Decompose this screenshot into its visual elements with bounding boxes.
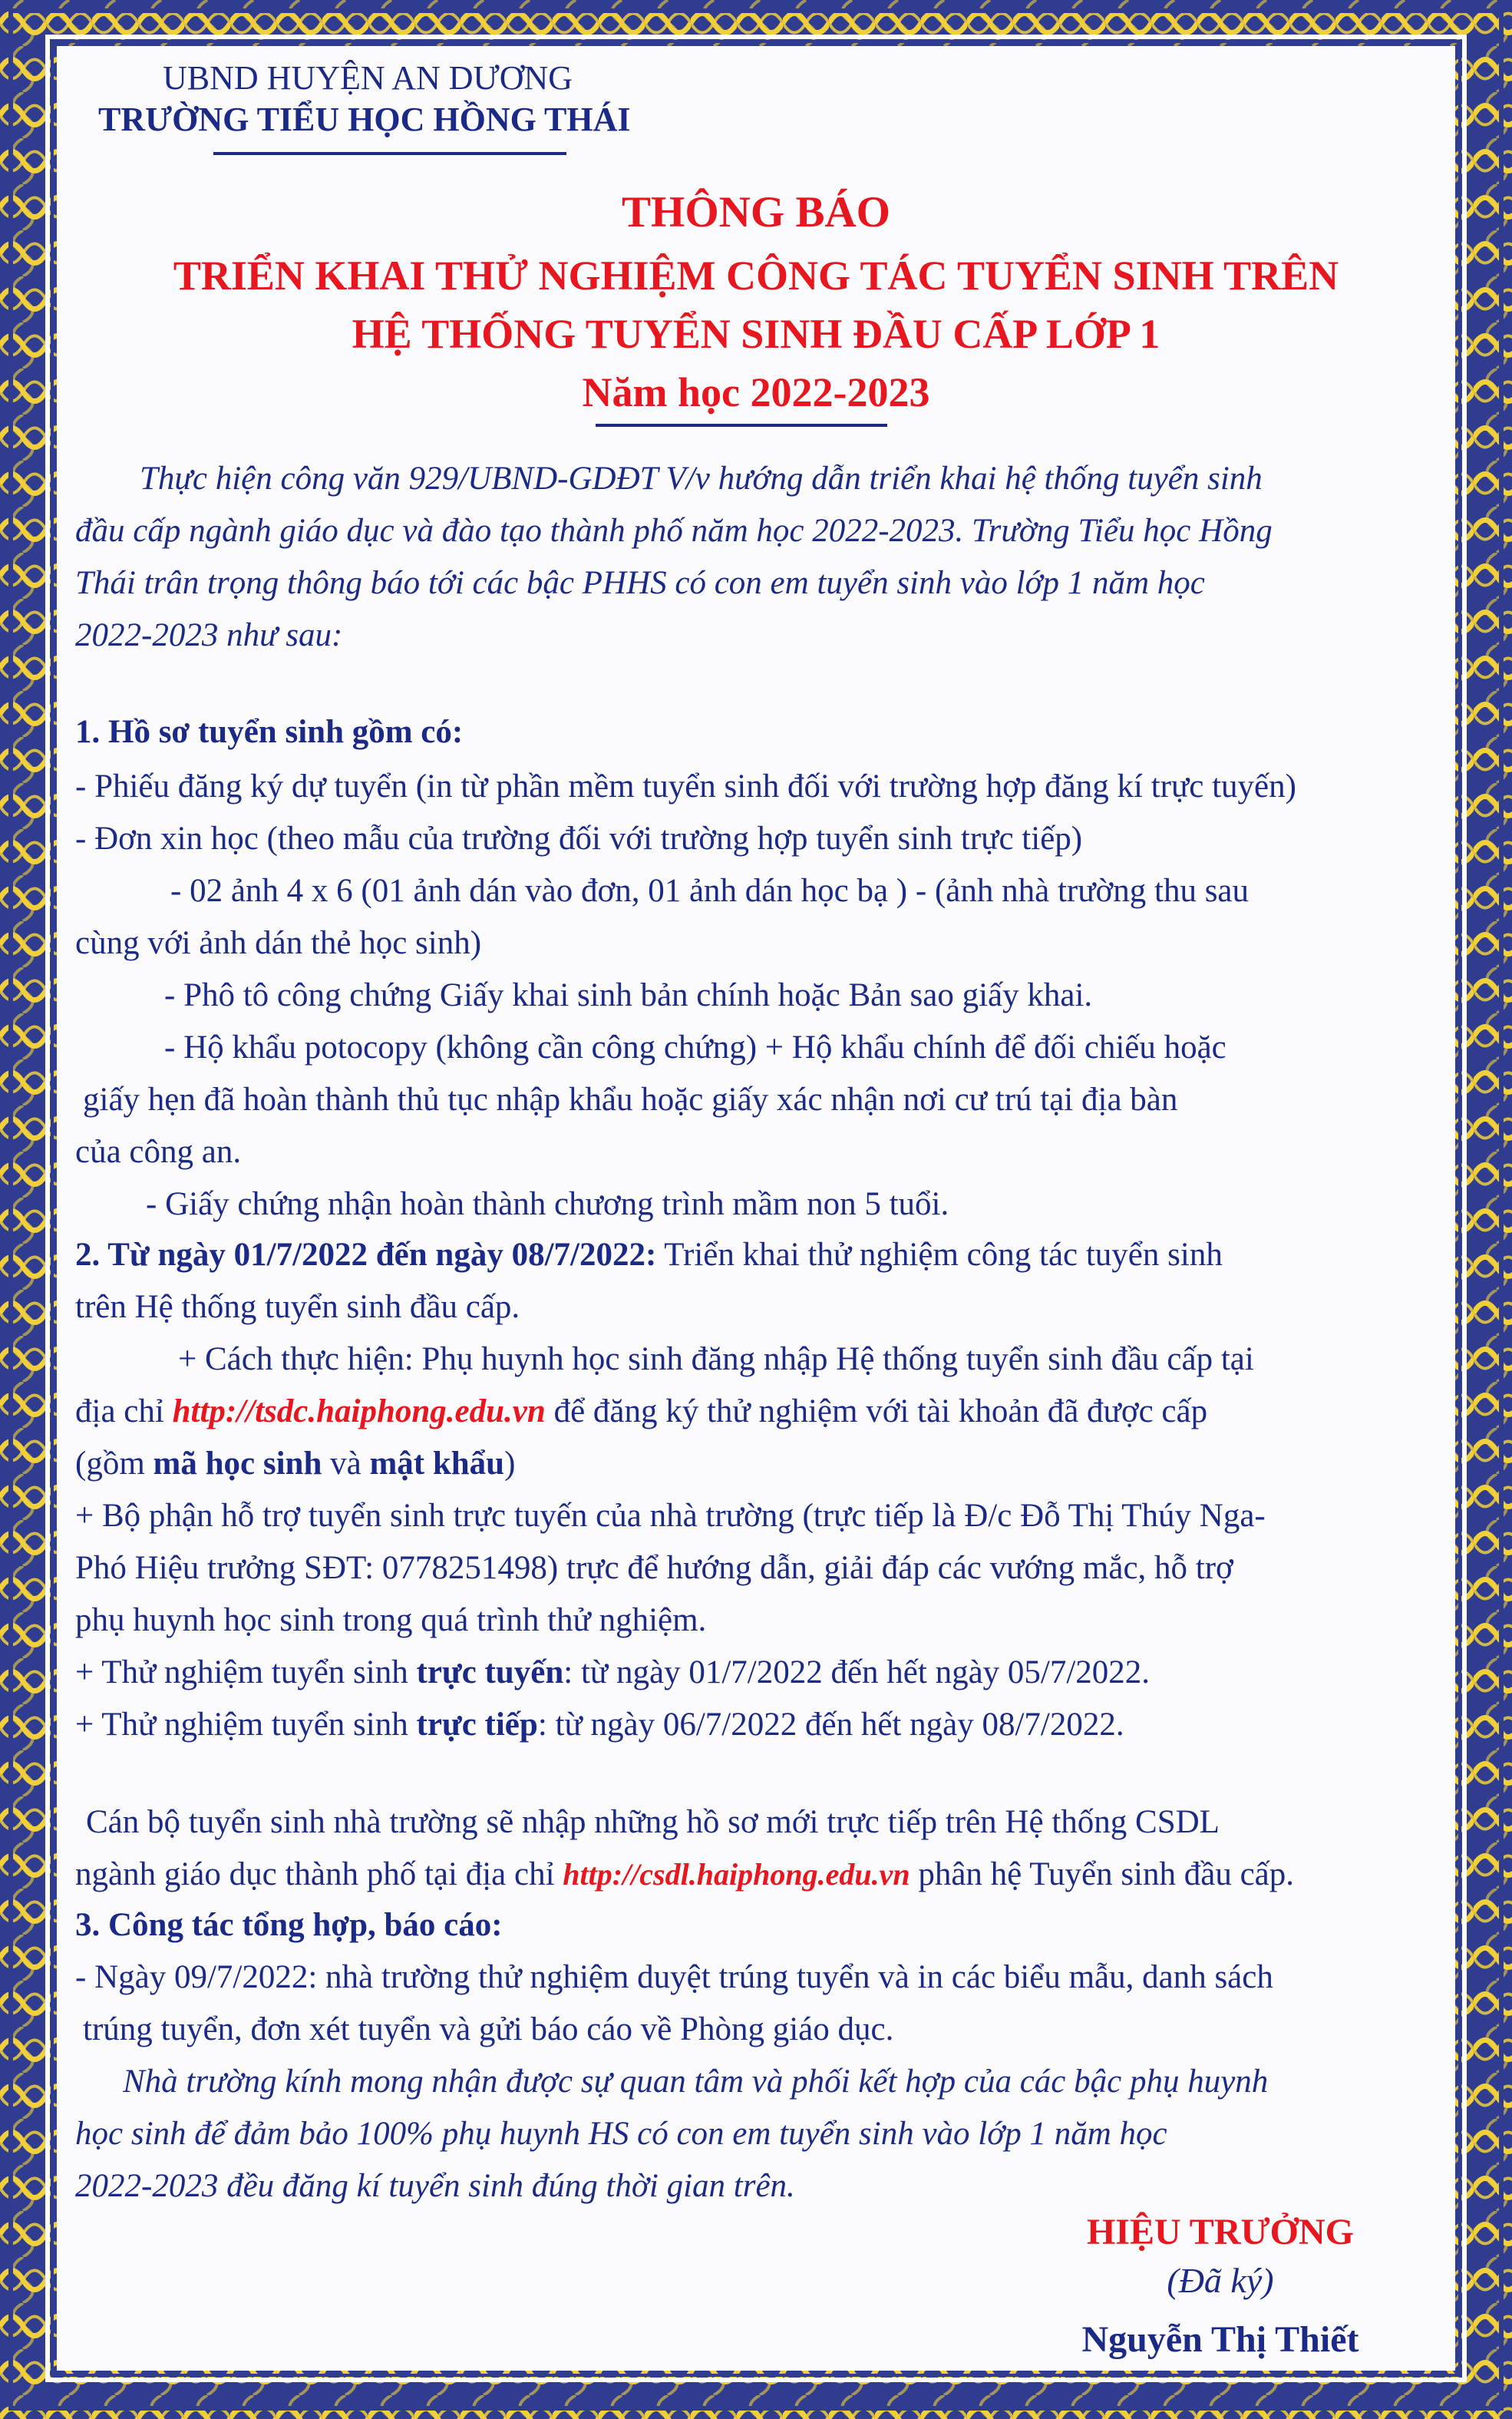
section-1-line: - 02 ảnh 4 x 6 (01 ảnh dán vào đơn, 01 ảnh dán học bạ ) - (ảnh nhà trường thu sau bbox=[170, 873, 1250, 909]
csdl-prefix: ngành giáo dục thành phố tại địa chỉ bbox=[75, 1856, 563, 1892]
support-line: Phó Hiệu trưởng SĐT: 0778251498) trực để hướng dẫn, giải đáp các vướng mắc, hỗ trợ bbox=[75, 1550, 1233, 1586]
notice-title: THÔNG BÁO bbox=[622, 188, 890, 236]
direct-trial-line bbox=[75, 1708, 1124, 1741]
intro-line-4: 2022-2023 như sau: bbox=[75, 617, 343, 653]
section-1-line: cùng với ảnh dán thẻ học sinh) bbox=[75, 925, 482, 961]
section-1-heading: 1. Hồ sơ tuyển sinh gồm có: bbox=[75, 714, 464, 750]
intro-line-1: Thực hiện công văn 929/UBND-GDĐT V/v hướng dẫn triển khai hệ thống tuyển sinh bbox=[140, 461, 1263, 497]
section-3-line: - Ngày 09/7/2022: nhà trường thử nghiệm duyệt trúng tuyển và in các biểu mẫu, danh sách bbox=[75, 1959, 1273, 1995]
section-2-heading-line bbox=[75, 1238, 1223, 1271]
closing-line-2: học sinh để đảm bảo 100% phụ huynh HS có con em tuyển sinh vào lớp 1 năm học bbox=[75, 2116, 1167, 2152]
section-3-heading: 3. Công tác tổng hợp, báo cáo: bbox=[75, 1907, 503, 1943]
account-close: ) bbox=[504, 1446, 516, 1482]
section-2-how-line: + Cách thực hiện: Phụ huynh học sinh đăng nhập Hệ thống tuyển sinh đầu cấp tại bbox=[178, 1341, 1254, 1377]
header-underline bbox=[213, 152, 566, 155]
section-3-line: trúng tuyển, đơn xét tuyển và gửi báo cáo về Phòng giáo dục. bbox=[83, 2011, 894, 2047]
online-prefix: + Thử nghiệm tuyển sinh bbox=[75, 1654, 417, 1690]
csdl-link[interactable]: http://csdl.haiphong.edu.vn bbox=[563, 1857, 910, 1892]
online-label: trực tuyến bbox=[416, 1654, 564, 1690]
section-2-heading: 2. Từ ngày 01/7/2022 đến ngày 08/7/2022: bbox=[75, 1237, 657, 1273]
section-1-line: giấy hẹn đã hoàn thành thủ tục nhập khẩu hoặc giấy xác nhận nơi cư trú tại địa bàn bbox=[83, 1082, 1178, 1118]
closing-line-3: 2022-2023 đều đăng kí tuyển sinh đúng thời gian trên. bbox=[75, 2168, 795, 2204]
closing-line-1: Nhà trường kính mong nhận được sự quan tâm và phối kết hợp của các bậc phụ huynh bbox=[123, 2064, 1269, 2100]
student-code-label: mã học sinh bbox=[153, 1446, 322, 1482]
district-name: UBND HUYỆN AN DƯƠNG bbox=[163, 59, 573, 97]
online-trial-line bbox=[75, 1656, 1150, 1689]
section-1-line: - Đơn xin học (theo mẫu của trường đối với trường hợp tuyển sinh trực tiếp) bbox=[75, 821, 1083, 857]
direct-prefix: + Thử nghiệm tuyển sinh bbox=[75, 1707, 417, 1743]
address-suffix: để đăng ký thử nghiệm với tài khoản đã được cấp bbox=[545, 1393, 1208, 1429]
csdl-suffix: phân hệ Tuyển sinh đầu cấp. bbox=[910, 1856, 1295, 1892]
section-1-line: của công an. bbox=[75, 1134, 242, 1170]
section-1-line: - Giấy chứng nhận hoàn thành chương trình mầm non 5 tuổi. bbox=[146, 1186, 949, 1222]
password-label: mật khẩu bbox=[369, 1446, 505, 1482]
account-and: và bbox=[322, 1446, 370, 1482]
online-dates: : từ ngày 01/7/2022 đến hết ngày 05/7/2022. bbox=[563, 1654, 1151, 1690]
csdl-line-1: Cán bộ tuyển sinh nhà trường sẽ nhập những hồ sơ mới trực tiếp trên Hệ thống CSDL bbox=[86, 1804, 1220, 1840]
support-line: + Bộ phận hỗ trợ tuyển sinh trực tuyến của nhà trường (trực tiếp là Đ/c Đỗ Thị Thúy Nga- bbox=[75, 1498, 1266, 1534]
notice-subtitle-2: HỆ THỐNG TUYỂN SINH ĐẦU CẤP LỚP 1 bbox=[352, 311, 1160, 357]
signature-name: Nguyễn Thị Thiết bbox=[1081, 2319, 1359, 2360]
notice-subtitle-1: TRIỂN KHAI THỬ NGHIỆM CÔNG TÁC TUYỂN SINH TRÊN bbox=[173, 253, 1339, 299]
section-2-heading-rest: Triển khai thử nghiệm công tác tuyển sinh bbox=[656, 1237, 1223, 1273]
csdl-line-2 bbox=[75, 1858, 1294, 1891]
section-1-line: - Phiếu đăng ký dự tuyển (in từ phần mềm tuyển sinh đối với trường hợp đăng kí trực tuyến) bbox=[75, 768, 1296, 805]
address-prefix: địa chỉ bbox=[75, 1393, 173, 1429]
section-2-account-line bbox=[75, 1447, 515, 1480]
signature-role: HIỆU TRƯỞNG bbox=[1086, 2212, 1355, 2252]
support-line: phụ huynh học sinh trong quá trình thử nghiệm. bbox=[75, 1602, 707, 1638]
school-name: TRƯỜNG TIỂU HỌC HỒNG THÁI bbox=[98, 101, 631, 138]
direct-dates: : từ ngày 06/7/2022 đến hết ngày 08/7/2022. bbox=[537, 1707, 1124, 1743]
section-2-address-line bbox=[75, 1395, 1207, 1428]
section-2-line: trên Hệ thống tuyển sinh đầu cấp. bbox=[75, 1289, 520, 1325]
tsdc-link[interactable]: http://tsdc.haiphong.edu.vn bbox=[172, 1393, 546, 1429]
signature-signed: (Đã ký) bbox=[1167, 2261, 1274, 2300]
school-year: Năm học 2022-2023 bbox=[582, 369, 930, 415]
section-1-line: - Hộ khẩu potocopy (không cần công chứng) + Hộ khẩu chính để đối chiếu hoặc bbox=[164, 1029, 1226, 1066]
section-1-line: - Phô tô công chứng Giấy khai sinh bản chính hoặc Bản sao giấy khai. bbox=[164, 977, 1093, 1013]
title-underline bbox=[596, 424, 887, 427]
direct-label: trực tiếp bbox=[416, 1707, 538, 1743]
account-open: (gồm bbox=[75, 1446, 154, 1482]
intro-line-3: Thái trân trọng thông báo tới các bậc PHHS có con em tuyển sinh vào lớp 1 năm học bbox=[75, 565, 1205, 601]
intro-line-2: đầu cấp ngành giáo dục và đào tạo thành phố năm học 2022-2023. Trường Tiểu học Hồng bbox=[75, 513, 1273, 549]
